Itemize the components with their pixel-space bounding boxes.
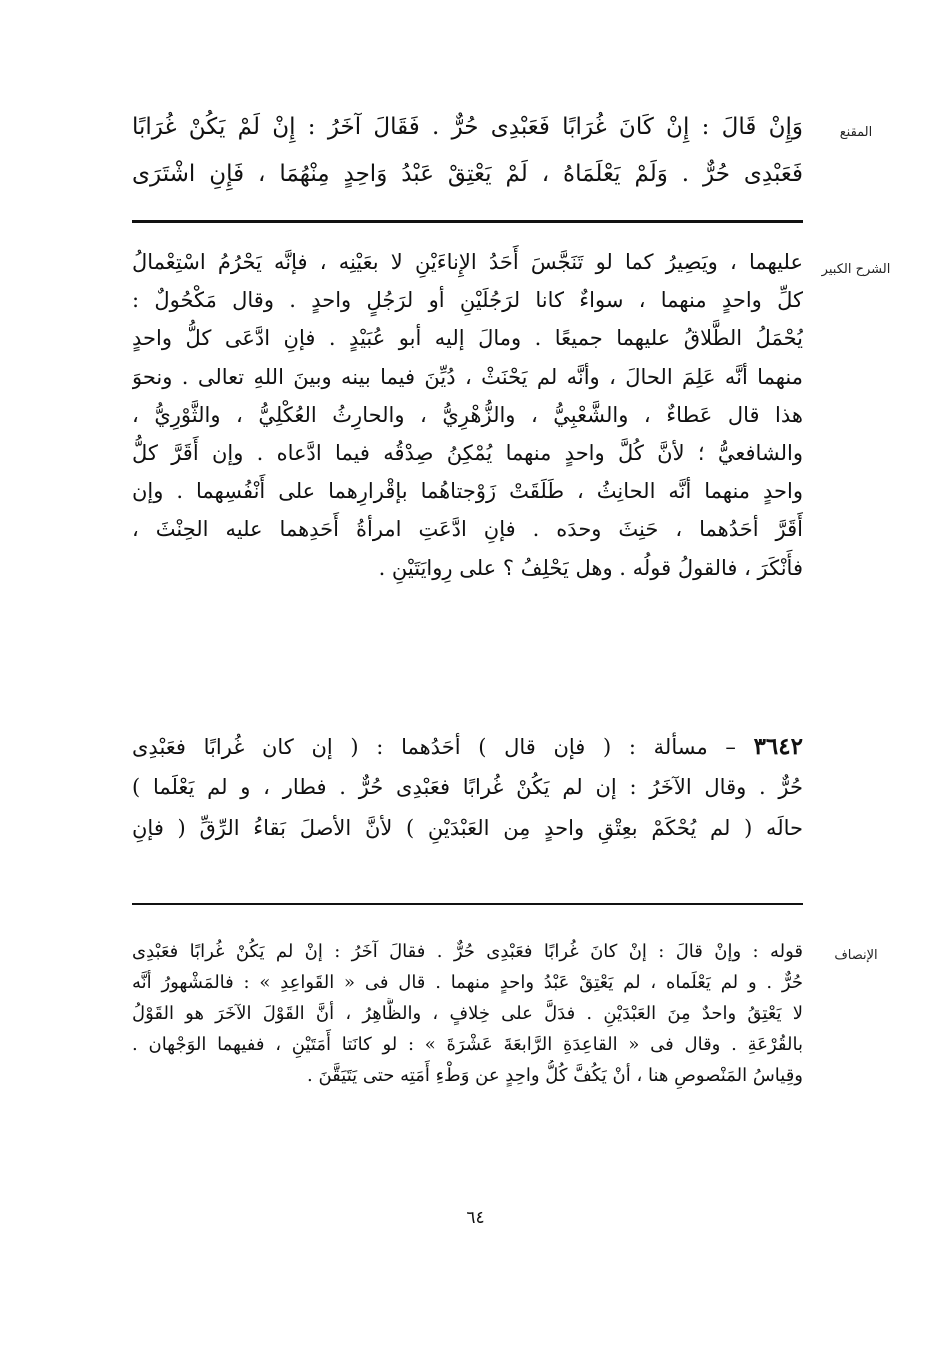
- sharh-line: هذا قال عَطاءٌ ، والشَّعْبِيُّ ، والزُّهْرِيُّ ، والحارِثُ العُكْلِيُّ ، والثَّوْرِيُّ ،: [132, 402, 803, 427]
- insaf-line: وقِياسُ المَنْصوصِ هنا ، أنْ يَكُفَّ كُلُّ واحِدٍ عن وَطْءِ أَمَتِه حتى يَتَيَقَّنَ .: [307, 1065, 803, 1086]
- sharh-line: أَقَرَّ أحَدُهما ، حَنِثَ وحدَه . فإنِ ادَّعَتِ امرأةُ أَحَدِهما عليه الحِنْثَ ،: [132, 517, 803, 542]
- sharh-line: يُحْمَلُ الطَّلاقُ عليهما جميعًا . ومالَ إليه أبو عُبَيْدٍ . فإنِ ادَّعَى كلُّ واحدٍ: [132, 326, 803, 351]
- sharh-line: والشافعيُّ ؛ لأنَّ كُلَّ واحدٍ منهما يُمْكِنُ صِدْقُه فيما ادَّعاه . وإن أَقَرَّ كلُّ: [132, 440, 803, 465]
- masala-text: [132, 726, 803, 849]
- sharh-line: فأَنْكَرَ ، فالقولُ قولُه . وهل يَحْلِفُ ؟ على رِوايَتَيْنِ .: [378, 555, 803, 580]
- sharh-text: [132, 243, 803, 587]
- sharh-line: منهما أنَّه عَلِمَ الحالَ ، وأنَّه لم يَحْنَثْ ، دُيِّنَ فيما بينه وبينَ اللهِ تعالى . ونحوَ: [132, 364, 803, 389]
- insaf-line: لا يَعْتِقُ واحدٌ مِنَ العَبْدَيْنِ . فدَلَّ على خِلافٍ ، والظَّاهِرُ ، أنَّ القَوْلَ الآخَرَ هو القَوْلُ: [132, 1003, 803, 1024]
- muqni-line: وَإِنْ قَالَ : إِنْ كَانَ غُرَابًا فَعَبْدِى حُرٌّ . فَقَالَ آخَرُ : إِنْ لَمْ يَكُنْ غُرَابًا: [132, 114, 803, 140]
- sharh-line: كلِّ واحدٍ منهما ، سواءٌ كانا لرَجُلَيْنِ أو لرَجُلٍ واحدٍ . وقال مَكْحُولٌ :: [132, 288, 803, 313]
- insaf-line: بالقُرْعَةِ . وقال فى « القاعِدَةِ الرَّابعَةَ عَشْرَةَ » : لو كانَتا أَمَتَيْنِ ، ففيهما الوَجْهان .: [132, 1034, 803, 1055]
- section-divider: [132, 220, 803, 223]
- sharh-line: عليهما ، ويَصِيرُ كما لو تَنَجَّسَ أَحَدُ الإِناءَيْنِ لا بعَيْنِه ، فإنَّه يَحْرُمُ اسْتِعْمالُ: [132, 250, 803, 274]
- insaf-line: قوله : وإنْ قالَ : إنْ كانَ غُرابًا فعَبْدِى حُرٌّ . فقالَ آخَرُ : إنْ لم يَكُنْ غُرابًا فعَبْدِى: [132, 941, 803, 962]
- sharh-line: واحدٍ منهما أنَّه الحانِثُ ، طَلَقَتْ زَوْجتاهُما بإقْرارِهما على أَنْفُسِهما . وإن: [132, 479, 803, 504]
- insaf-line: حُرٌّ . و لم يَعْلَماه ، لم يَعْتِقْ عَبْدُ واحدٍ منهما . قال فى « القَواعِدِ » : فالمَشْهورُ أنَّه: [132, 972, 803, 993]
- masala-line: [132, 726, 803, 767]
- footnote-divider: [132, 903, 803, 905]
- masala-line1-rest: – مسألة : ( فإن قال ) أحَدُهما : ( إن كان غُرابًا فعَبْدِى: [132, 735, 754, 759]
- masala-line: حالَه ( لم يُحْكَمْ بعِتْقِ واحدٍ مِن العَبْدَيْنِ ) لأنَّ الأصلَ بَقاءُ الرِّقِّ ( فإنِ: [132, 816, 803, 840]
- masala-number: ٣٦٤٢: [753, 733, 803, 760]
- muqni-line: فَعَبْدِى حُرٌّ . وَلَمْ يَعْلَمَاهُ ، لَمْ يَعْتِقْ عَبْدُ وَاحِدٍ مِنْهُمَا ، فَإِنِ اشْتَرَى: [132, 161, 803, 187]
- section-label-sharh: الشرح الكبير: [821, 262, 891, 277]
- insaf-text: [132, 936, 803, 1091]
- section-label-muqni: المقنع: [839, 125, 873, 140]
- section-label-insaf: الإنصاف: [834, 948, 878, 963]
- page-number: ٦٤: [466, 1208, 485, 1228]
- masala-line: حُرٌّ . وقال الآخَرُ : إن لم يَكُنْ غُرابًا فعَبْدِى حُرٌّ . فطار ، و لم يَعْلَما ): [132, 775, 803, 799]
- muqni-text: [132, 104, 803, 198]
